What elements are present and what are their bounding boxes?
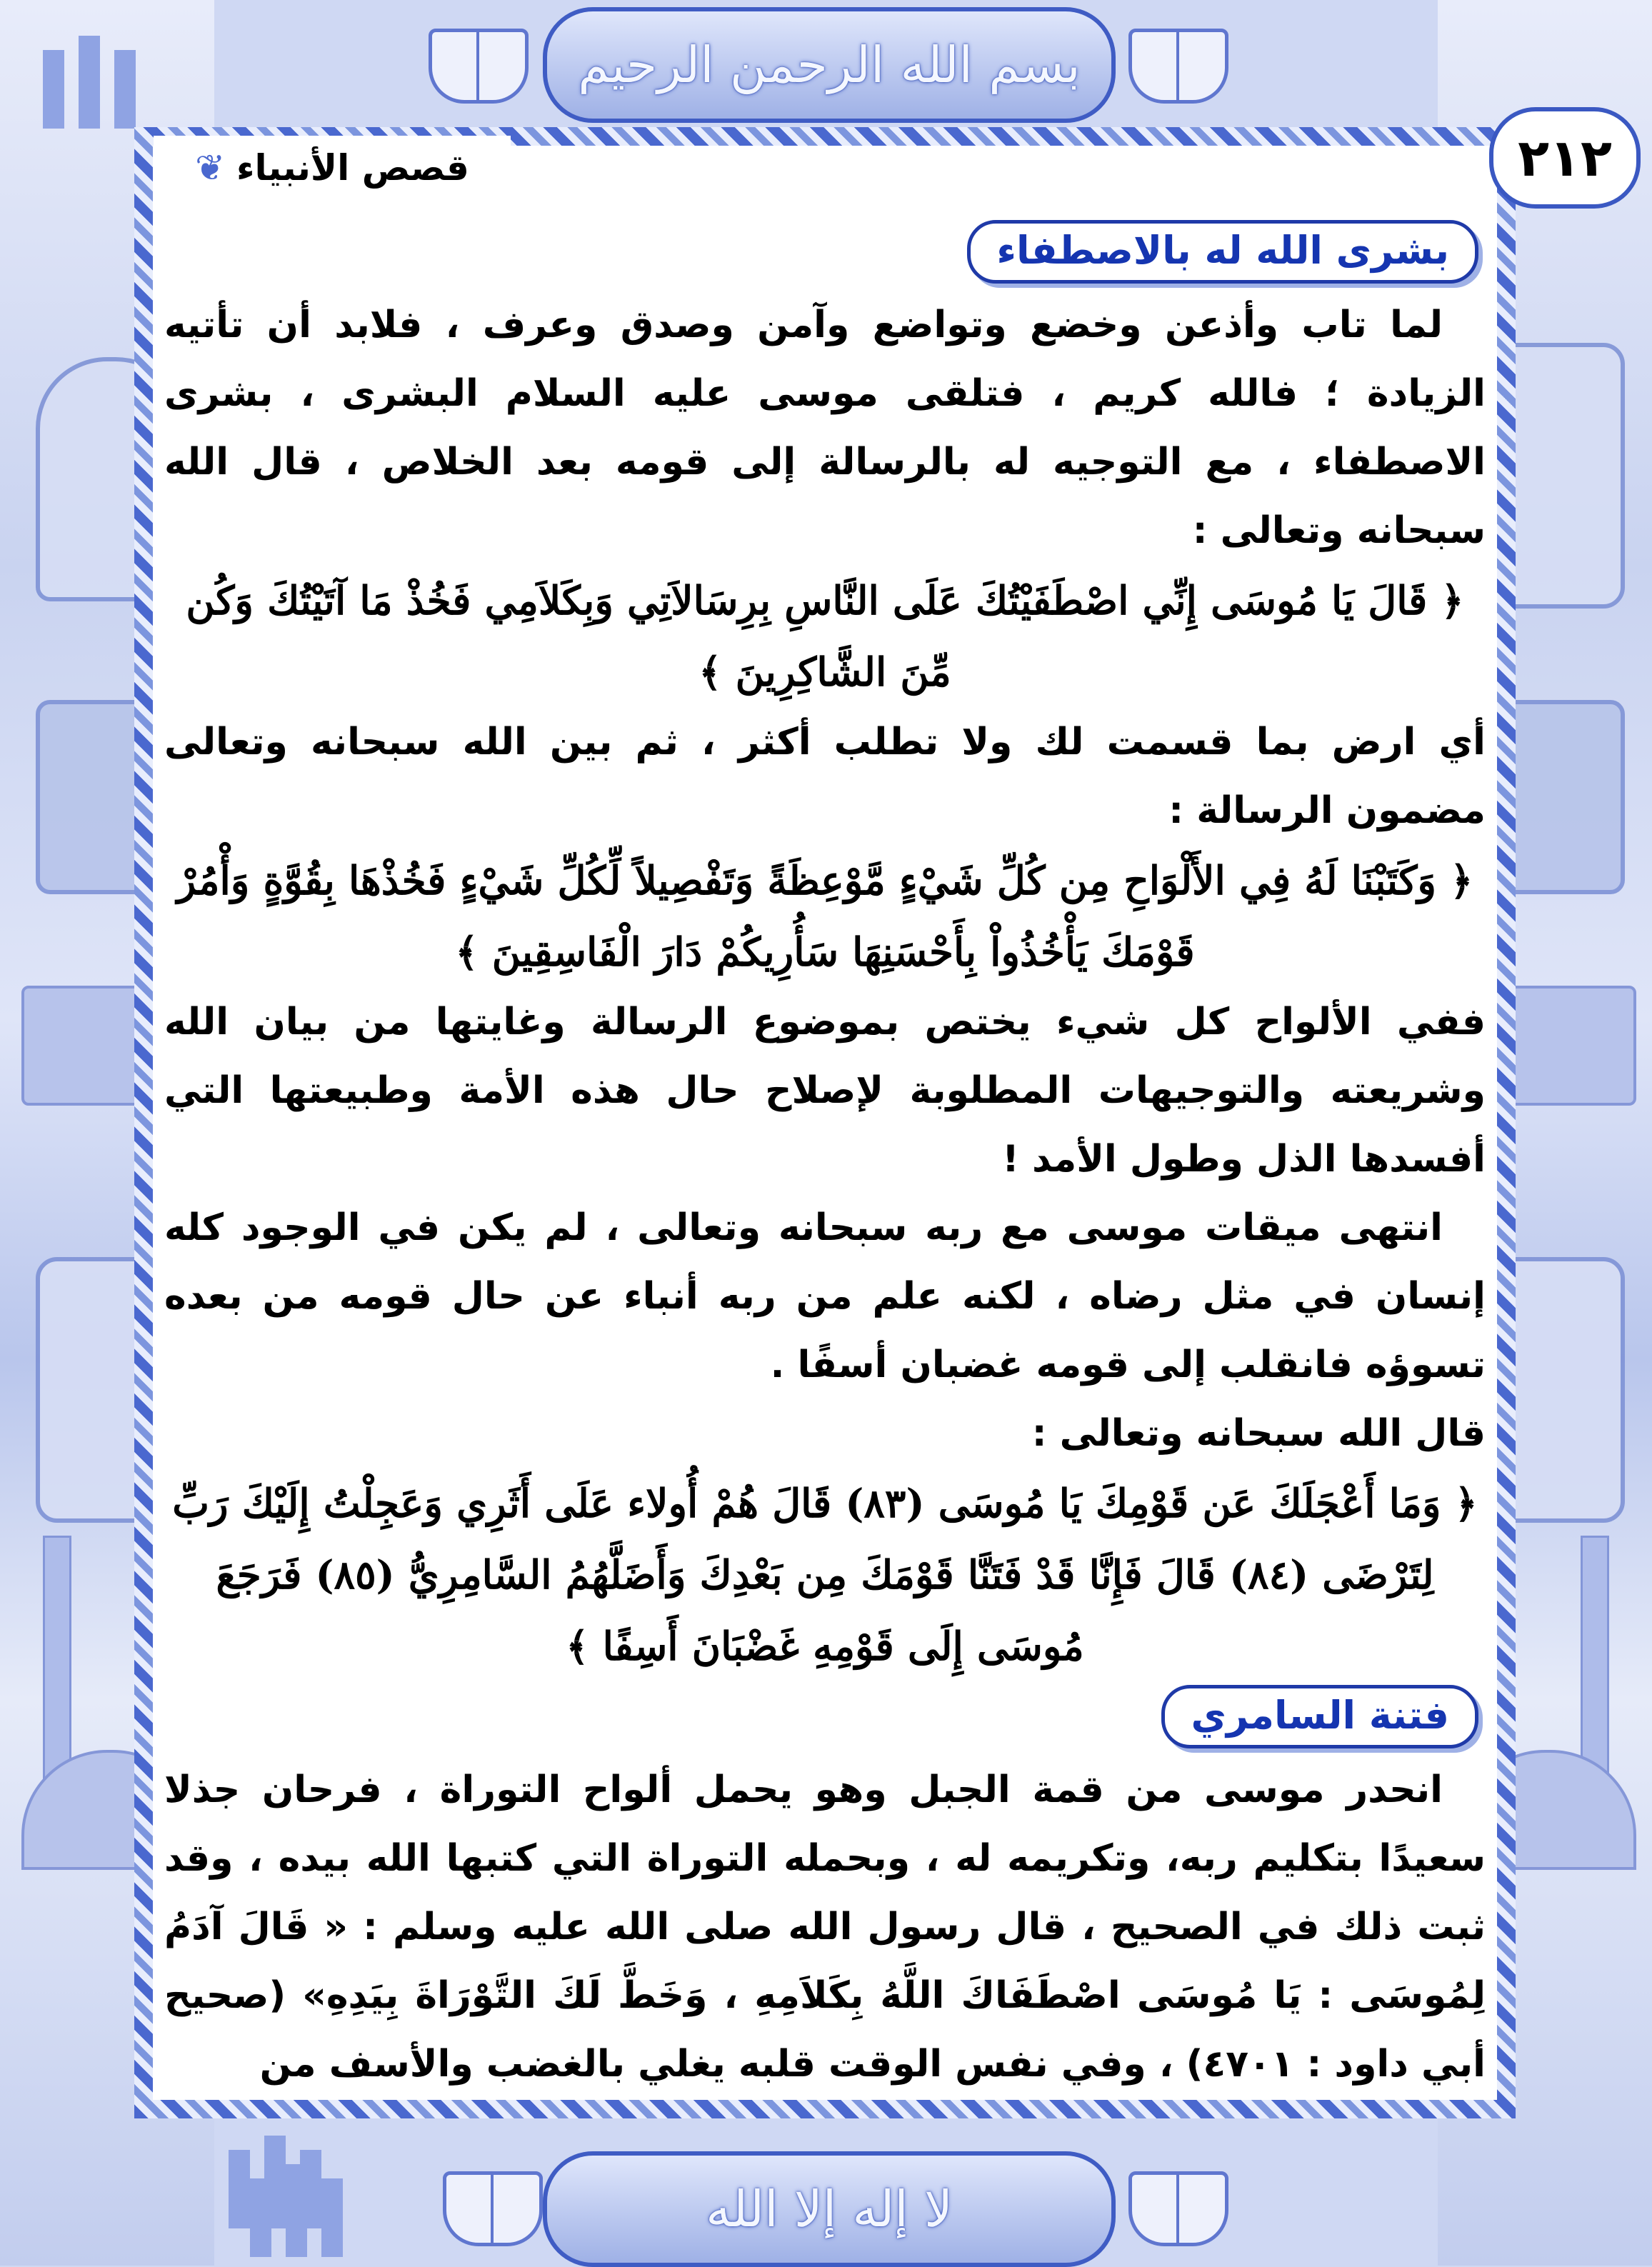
section-heading: فتنة السامري — [1161, 1685, 1478, 1748]
page-number: ٢١٢ — [1489, 107, 1641, 209]
quran-verse: ﴿ قَالَ يَا مُوسَى إِنِّي اصْطَفَيْتُكَ عَلَى النَّاسِ بِرِسَالاَتِي وَبِكَلاَمِي فَخُذْ مَا آتَيْتُكَ وَكُن مِّنَ الشَّاكِرِينَ ﴾ — [186, 577, 1464, 695]
bottom-tahlil-banner — [543, 2151, 1116, 2267]
candles-icon — [236, 2136, 357, 2257]
paragraph: أي ارض بما قسمت لك ولا تطلب أكثر ، ثم بين الله سبحانه وتعالى مضمون الرسالة : — [164, 721, 1486, 832]
open-book-icon — [429, 29, 529, 104]
paragraph: ففي الألواح كل شيء يختص بموضوع الرسالة وغايتها من بيان الله وشريعته والتوجيهات المطلوبة لإصلاح حال هذه الأمة وطبيعتها التي أفسدها الذل وطول الأمد ! — [164, 1001, 1486, 1181]
paragraph: قال الله سبحانه وتعالى : — [1031, 1412, 1486, 1455]
running-title: قصص الأنبياء — [236, 147, 469, 189]
paragraph: انحدر موسى من قمة الجبل وهو يحمل ألواح التوراة ، فرحان جذلا سعيدًا بتكليم ربه، وتكريمه له ، وبحمله التوراة التي كتبها الله بيده ، وقد ثبت ذلك في الصحيح ، قال رسول الله صلى الله عليه وسلم : « قَالَ آدَمُ لِمُوسَى : يَا مُوسَى اصْطَفَاكَ اللَّهُ بِكَلاَمِهِ ، وَخَطَّ لَكَ التَّوْرَاةَ بِيَدِهِ» (صحيح أبي داود : ٤٧٠١) ، وفي نفس الوقت قلبه يغلي بالغضب والأسف من — [164, 1768, 1486, 2086]
tahlil-text: لا إله إلا الله — [706, 2180, 953, 2238]
top-basmala-banner — [543, 7, 1116, 123]
basmala-text: بسم الله الرحمن الرحيم — [578, 36, 1081, 94]
quran-verse: ﴿ وَكَتَبْنَا لَهُ فِي الأَلْوَاحِ مِن كُلِّ شَيْءٍ مَّوْعِظَةً وَتَفْصِيلاً لِّكُلِّ شَيْءٍ فَخُذْهَا بِقُوَّةٍ وَأْمُرْ قَوْمَكَ يَأْخُذُواْ بِأَحْسَنِهَا سَأُرِيكُمْ دَارَ الْفَاسِقِينَ ﴾ — [176, 857, 1473, 975]
section-heading: بشرى الله له بالاصطفاء — [967, 220, 1478, 284]
candles-icon — [29, 7, 150, 129]
paragraph: لما تاب وأذعن وخضع وتواضع وآمن وصدق وعرف ، فلابد أن تأتيه الزيادة ؛ فالله كريم ، فتلقى موسى عليه السلام البشرى ، بشرى الاصطفاء ، مع التوجيه له بالرسالة إلى قومه بعد الخلاص ، قال الله سبحانه وتعالى : — [164, 304, 1486, 552]
open-book-icon — [1128, 2171, 1228, 2246]
quran-verse: ﴿ وَمَا أَعْجَلَكَ عَن قَوْمِكَ يَا مُوسَى (٨٣) قَالَ هُمْ أُولاء عَلَى أَثَرِي وَعَجِلْتُ إِلَيْكَ رَبِّ لِتَرْضَى (٨٤) قَالَ فَإِنَّا قَدْ فَتَنَّا قَوْمَكَ مِن بَعْدِكَ وَأَضَلَّهُمُ السَّامِرِيُّ (٨٥) فَرَجَعَ مُوسَى إِلَى قَوْمِهِ غَضْبَانَ أَسِفًا ﴾ — [172, 1480, 1478, 1669]
page-content — [164, 214, 1486, 2098]
open-book-icon — [1128, 29, 1228, 104]
paragraph: انتهى ميقات موسى مع ربه سبحانه وتعالى ، لم يكن في الوجود كله إنسان في مثل رضاه ، لكنه علم من ربه أنباء عن حال قومه من بعده تسوؤه فانقلب إلى قومه غضبان أسفًا . — [164, 1206, 1486, 1386]
running-header — [154, 136, 511, 200]
ornament-icon: ❦ — [195, 147, 225, 189]
open-book-icon — [443, 2171, 543, 2246]
